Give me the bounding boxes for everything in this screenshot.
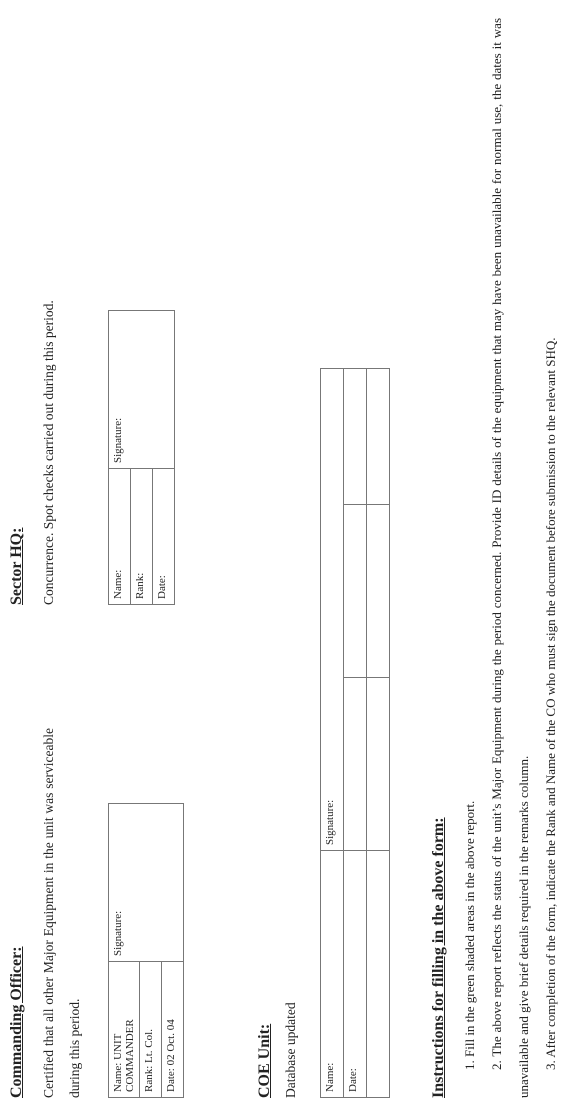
shq-rank-cell: Rank:	[131, 469, 153, 605]
instructions-heading: Instructions for filling in the above form:	[430, 817, 447, 1098]
coe-empty-cell	[344, 369, 367, 505]
sector-hq-text: Concurrence. Spot checks carried out during this period.	[41, 300, 56, 605]
commanding-officer-table	[108, 803, 184, 1098]
coe-signature-cell: Signature:	[321, 369, 344, 851]
coe-empty-cell	[367, 369, 390, 505]
sector-hq-heading: Sector HQ:	[8, 527, 25, 605]
coe-empty-cell	[367, 851, 390, 1098]
instruction-item-3: 3. After completion of the form, indicate the Rank and Name of the CO who must sign the document before submission to the relevant SHQ.	[543, 337, 558, 1070]
commanding-officer-heading: Commanding Officer:	[8, 946, 25, 1098]
sector-hq-table	[108, 310, 175, 605]
shq-signature-cell: Signature:	[109, 311, 175, 469]
coe-date-cell: Date:	[344, 851, 367, 1098]
commanding-officer-text: Certified that all other Major Equipment in the unit was serviceable during this period.	[41, 728, 82, 1098]
co-date-cell: Date: 02 Oct. 04	[162, 962, 184, 1098]
coe-unit-text: Database updated	[283, 1002, 298, 1098]
instruction-item-1: 1. Fill in the green shaded areas in the above report.	[462, 800, 477, 1070]
coe-empty-cell	[344, 505, 367, 678]
coe-unit-heading: COE Unit:	[256, 1023, 273, 1098]
instructions-list	[456, 18, 564, 1098]
shq-date-cell: Date:	[153, 469, 175, 605]
coe-empty-cell	[367, 505, 390, 678]
co-name-cell: Name: UNIT COMMANDER	[109, 962, 140, 1098]
coe-name-cell: Name:	[321, 851, 344, 1098]
co-rank-cell: Rank: Lt. Col.	[140, 962, 162, 1098]
instruction-item-2: 2. The above report reflects the status of the unit’s Major Equipment during the period concerned. Provide ID details of the equipment that may have been unavailable for normal use, the dates it was unavailable and give brief details required in the remarks column.	[489, 18, 531, 1098]
coe-empty-cell	[367, 678, 390, 851]
coe-unit-table	[320, 368, 390, 1098]
co-signature-cell: Signature:	[109, 804, 184, 962]
coe-empty-cell	[344, 678, 367, 851]
shq-name-cell: Name:	[109, 469, 131, 605]
